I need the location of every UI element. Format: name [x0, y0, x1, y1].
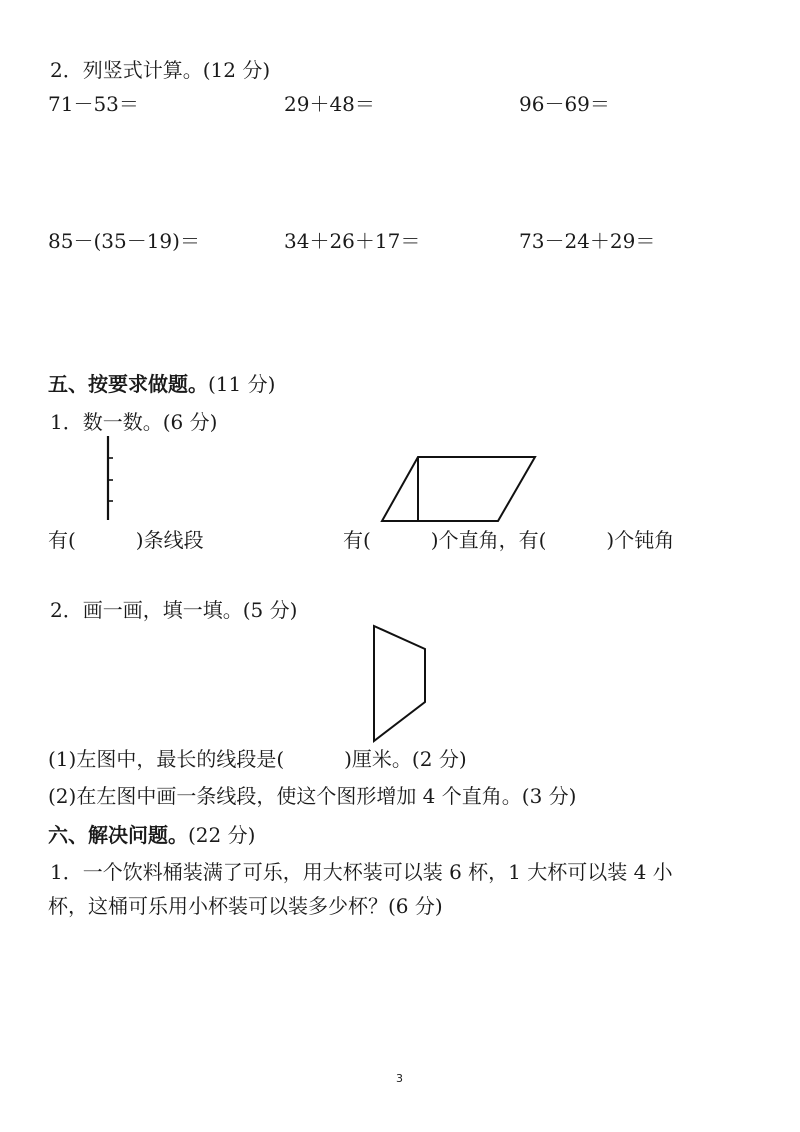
section6-title: 六、解决问题。 [48, 823, 188, 847]
calc-5: 34＋26＋17＝ [284, 229, 421, 253]
calc-6: 73－24＋29＝ [519, 229, 656, 253]
section5-title: 五、按要求做题。 [48, 372, 208, 396]
section6-score: (22 分) [188, 823, 256, 847]
answer-segments: 有( )条线段 [48, 528, 204, 552]
section5-score: (11 分) [208, 372, 276, 396]
parallelogram-figure [376, 452, 546, 528]
trapezoid-figure [368, 622, 432, 746]
calc-3: 96－69＝ [519, 92, 610, 116]
answer-angles: 有( )个直角，有( )个钝角 [343, 528, 675, 552]
s5-q1-heading: 1．数一数。(6 分) [50, 410, 218, 434]
segment-figure [100, 434, 120, 524]
calc-4: 85－(35－19)＝ [48, 229, 200, 253]
s6-q1-line2: 杯，这桶可乐用小杯装可以装多少杯？(6 分) [48, 894, 443, 918]
section6-heading [48, 823, 255, 847]
q2-heading: 2．列竖式计算。(12 分) [50, 58, 271, 82]
section5-heading [48, 372, 275, 396]
page-number: 3 [396, 1072, 403, 1085]
s6-q1-line1: 1．一个饮料桶装满了可乐，用大杯装可以装 6 杯，1 大杯可以装 4 小 [50, 860, 673, 884]
calc-2: 29＋48＝ [284, 92, 375, 116]
calc-1: 71－53＝ [48, 92, 139, 116]
s5-q2-sub1: (1)左图中，最长的线段是( )厘米。(2 分) [48, 747, 467, 771]
s5-q2-heading: 2．画一画，填一填。(5 分) [50, 598, 298, 622]
s5-q2-sub2: (2)在左图中画一条线段，使这个图形增加 4 个直角。(3 分) [48, 784, 577, 808]
